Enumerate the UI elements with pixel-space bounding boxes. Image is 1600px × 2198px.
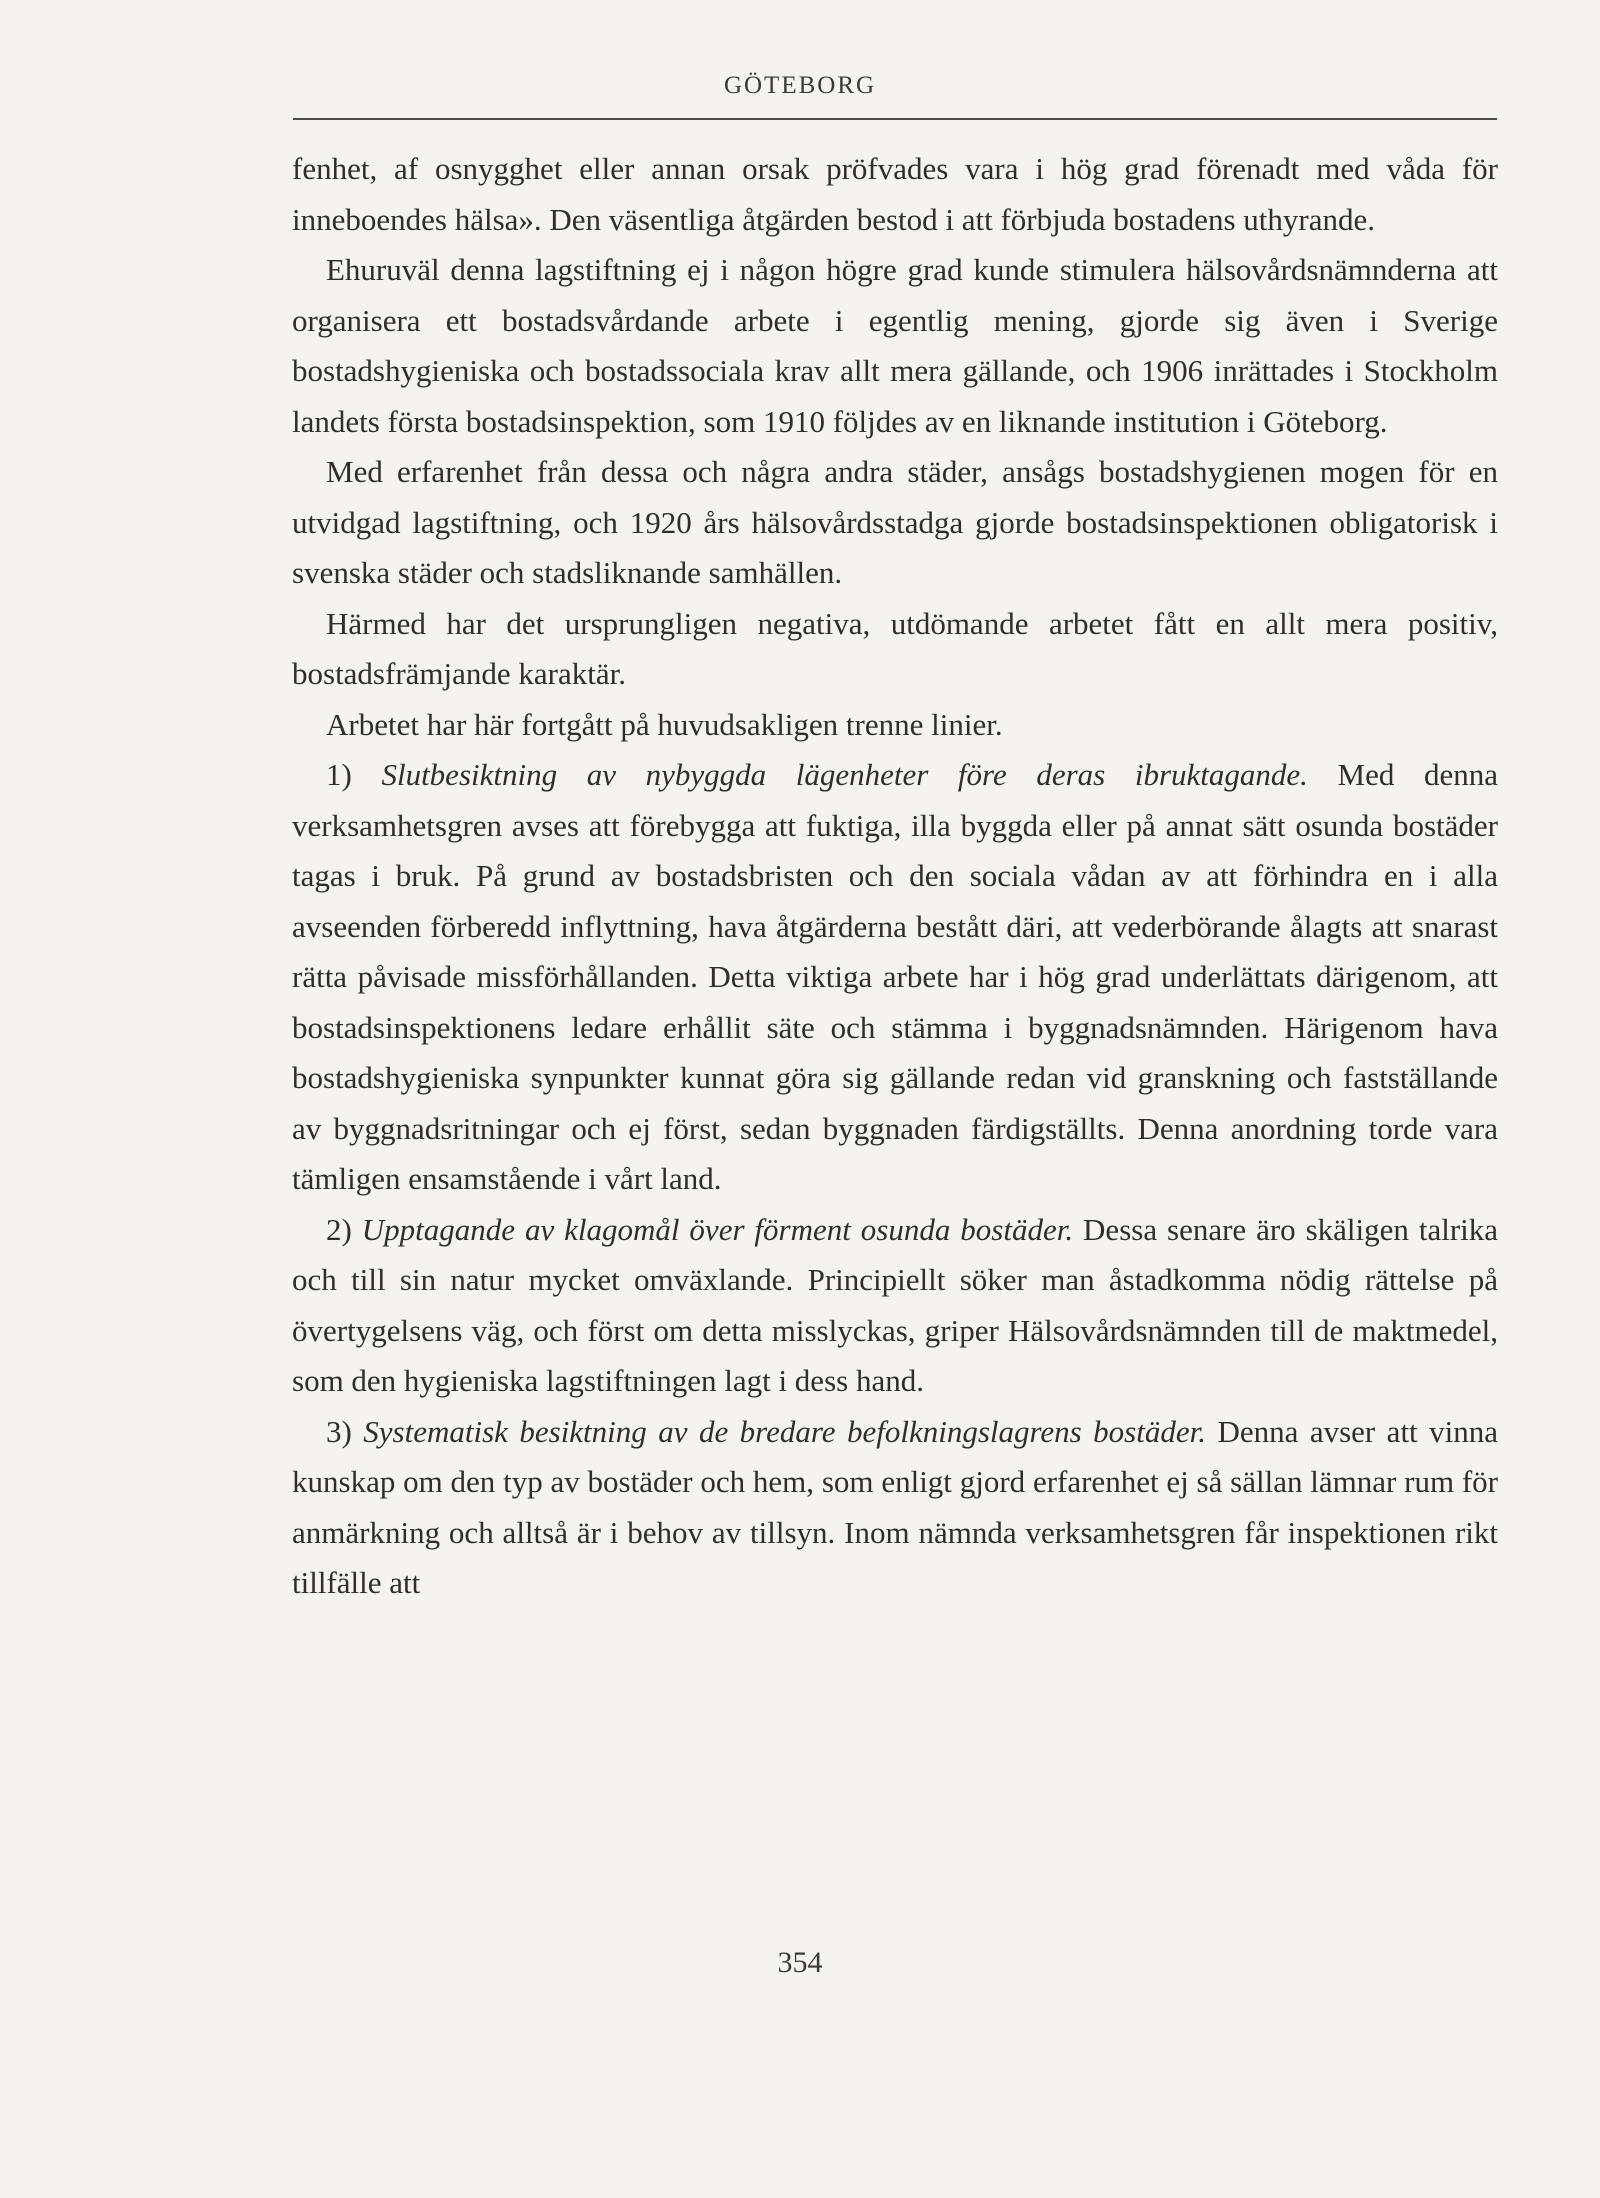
item-text: Denna avser att vinna kunskap om den typ av bostäder och hem, som enligt gjord erfarenhet ej så sällan lämnar rum för anmärkning och alltså är i behov av tillsyn. Inom nämnda verksamhetsgren får inspektionen rikt tillfälle att bbox=[292, 1413, 1498, 1600]
paragraph: Arbetet har här fortgått på huvudsakligen trenne linier. bbox=[326, 706, 1003, 742]
running-head-title: GÖTEBORG bbox=[723, 72, 877, 99]
item-number: 2) bbox=[326, 1211, 352, 1247]
paragraph-continued: fenhet, af osnygghet eller annan orsak pröfvades vara i hög grad förenadt med våda för inneboendes hälsa». Den väsentliga åtgärden bestod i att förbjuda bostadens uthyrande. bbox=[292, 151, 1498, 237]
item-text: Dessa senare äro skäligen talrika och till sin natur mycket omväxlande. Principiellt söker man åstadkomma nödig rättelse på övertygelsens väg, och först om detta misslyckas, griper Hälsovårdsnämnden till de maktmedel, som den hygieniska lagstiftningen lagt i dess hand. bbox=[292, 1211, 1499, 1398]
item-number: 3) bbox=[326, 1413, 352, 1449]
item-text: Med denna verksamhetsgren avses att förebygga att fuktiga, illa byggda eller på annat sätt osunda bostäder tagas i bruk. På grund av bostadsbristen och den sociala vådan av att förhindra en i alla avseenden förberedd inflyttning, hava åtgärderna bestått däri, att vederbörande ålagts att snarast rätta påvisade missförhållanden. Detta viktiga arbete har i hög grad underlättats därigenom, att bostadsinspektionens ledare erhållit säte och stämma i byggnadsnämnden. Härigenom hava bostadshygieniska synpunkter kunnat göra sig gällande redan vid granskning och fastställande av byggnadsritningar och ej först, sedan byggnaden färdigställts. Denna anordning torde vara tämligen ensamstående i vårt land. bbox=[292, 757, 1498, 1196]
item-heading: Systematisk besiktning av de bredare befolkningslagrens bostäder. bbox=[363, 1413, 1207, 1449]
header-rule bbox=[293, 118, 1497, 120]
numbered-paragraph-3 bbox=[292, 1407, 1498, 1609]
body-text bbox=[292, 144, 1498, 1609]
numbered-paragraph-1 bbox=[292, 750, 1498, 1205]
item-heading: Upptagande av klagomål över förment osunda bostäder. bbox=[361, 1211, 1074, 1247]
page-number: 354 bbox=[777, 1946, 823, 1979]
paragraph: Med erfarenhet från dessa och några andra städer, ansågs bostadshygienen mogen för en utvidgad lagstiftning, och 1920 års hälsovårdsstadga gjorde bostadsinspektionen obligatorisk i svenska städer och stadsliknande samhällen. bbox=[292, 454, 1498, 590]
paragraph: Härmed har det ursprungligen negativa, utdömande arbetet fått en allt mera positiv, bostadsfrämjande karaktär. bbox=[292, 605, 1498, 691]
paragraph: Ehuruväl denna lagstiftning ej i någon högre grad kunde stimulera hälsovårdsnämnderna att organisera ett bostadsvårdande arbete i egentlig mening, gjorde sig även i Sverige bostadshygieniska och bostadssociala krav allt mera gällande, och 1906 inrättades i Stockholm landets första bostadsinspektion, som 1910 följdes av en liknande institution i Göteborg. bbox=[292, 252, 1498, 439]
numbered-paragraph-2 bbox=[292, 1205, 1498, 1407]
item-heading: Slutbesiktning av nybyggda lägenheter före deras ibruktagande. bbox=[381, 757, 1308, 792]
item-number: 1) bbox=[326, 757, 352, 792]
